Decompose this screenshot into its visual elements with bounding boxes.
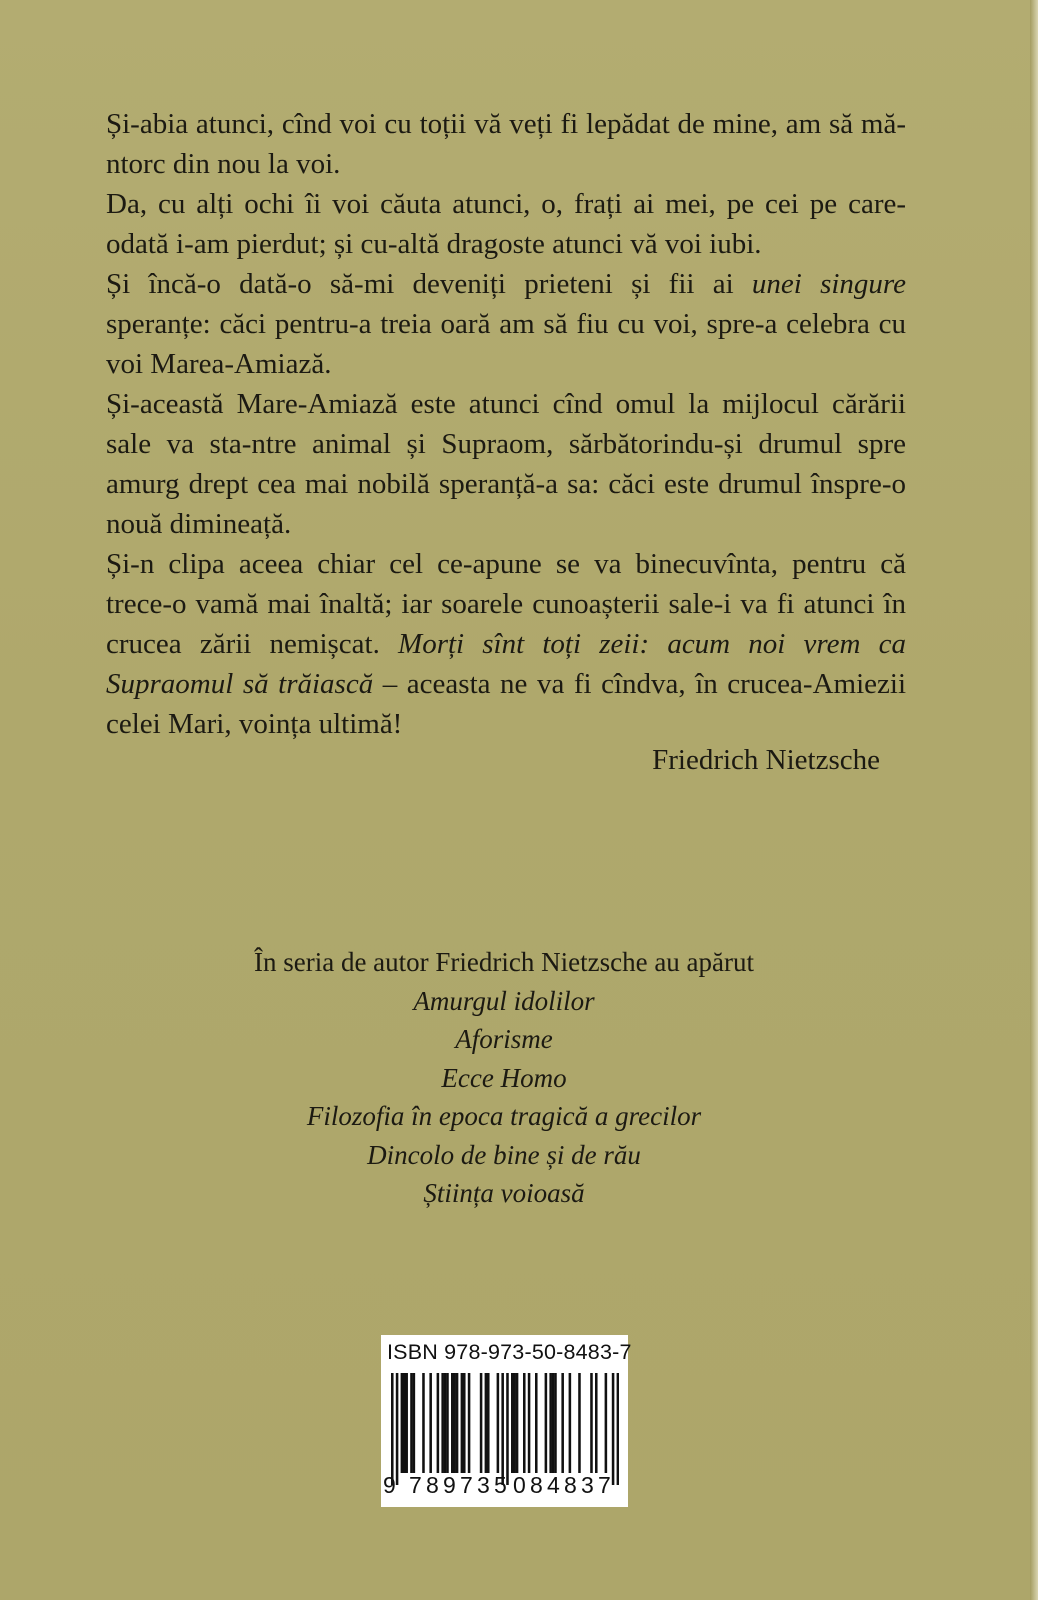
barcode-bar [535, 1373, 538, 1473]
barcode-bar [485, 1373, 488, 1473]
barcode-bar [590, 1373, 593, 1473]
quote-text: speranțe: căci pentru-a treia oară am să fiu cu voi, spre-a celebra cu voi Marea-Amiază. [106, 308, 906, 380]
barcode-bar [497, 1373, 500, 1473]
series-title: Filozofia în epoca tragică a grecilor [306, 1101, 702, 1131]
barcode-bar [437, 1373, 440, 1473]
barcode-bar [441, 1373, 444, 1473]
barcode-bar [422, 1373, 425, 1473]
barcode-bar [511, 1373, 514, 1473]
barcode-bar [487, 1373, 490, 1473]
barcode-bar [523, 1373, 526, 1473]
quote-paragraph-4: Și-această Mare-Amiază este atunci cînd omul la mijlocul cărării sale va sta-ntre animal și Supraom, sărbătorindu-și drumul spre amurg drept cea mai nobilă speranță-a sa: căci este drumul înspre-o nouă dimineață. [106, 388, 906, 540]
isbn-barcode [381, 1335, 632, 1507]
barcode-bar [501, 1373, 504, 1485]
barcode-bar [410, 1373, 413, 1473]
barcode-bar [595, 1373, 598, 1473]
barcode-bar [612, 1373, 615, 1485]
quote-emphasis: unei singure [751, 268, 907, 300]
barcode-bar [549, 1373, 552, 1473]
barcode-bar [405, 1373, 408, 1473]
barcode-bar [463, 1373, 466, 1473]
barcode-bar [506, 1373, 509, 1485]
nietzsche-quote [106, 104, 906, 744]
barcode-left-digits: 789735 [409, 1472, 511, 1498]
barcode-bar [401, 1373, 404, 1473]
quote-text: – aceasta ne va fi cîndva, în crucea-Amiezii celei Mari, voința ultimă! [106, 668, 906, 740]
quote-paragraph-2: Da, cu alți ochi îi voi căuta atunci, o, frați ai mei, pe cei pe care-odată i-am pierdut; și cu-altă dragoste atunci vă voi iubi. [106, 188, 906, 260]
barcode-bar [528, 1373, 531, 1473]
barcode-bar [545, 1373, 548, 1473]
quote-paragraph-1: Și-abia atunci, cînd voi cu toții vă veți fi lepădat de mine, am să mă-ntorc din nou la voi. [106, 108, 906, 180]
barcode-bar [578, 1373, 581, 1473]
barcode-bar [617, 1373, 619, 1485]
quote-author: Friedrich Nietzsche [652, 744, 880, 776]
barcode-bars [391, 1373, 619, 1485]
barcode-right-digits: 084837 [513, 1472, 615, 1498]
barcode-bar [444, 1373, 447, 1473]
barcode-bar [451, 1373, 454, 1473]
barcode-bar [391, 1373, 394, 1485]
barcode-bar [461, 1373, 464, 1473]
barcode-bar [453, 1373, 456, 1473]
barcode-bar [480, 1373, 483, 1473]
series-title: Știința voioasă [423, 1178, 585, 1208]
barcode-bar [396, 1373, 399, 1485]
barcode-bar [446, 1373, 449, 1473]
barcode-bar [605, 1373, 608, 1473]
barcode-bar [552, 1373, 555, 1473]
barcode-bar [413, 1373, 416, 1473]
barcode-bar [554, 1373, 557, 1473]
page-edge [1030, 0, 1038, 1600]
barcode-bar [429, 1373, 432, 1473]
barcode-bar [468, 1373, 471, 1473]
isbn-label: ISBN 978-973-50-8483-7 [387, 1340, 632, 1364]
series-heading: În seria de autor Friedrich Nietzsche au apărut [253, 947, 755, 977]
barcode-bar [561, 1373, 564, 1473]
series-title: Dincolo de bine și de rău [367, 1139, 641, 1170]
series-title: Amurgul idolilor [413, 985, 595, 1016]
barcode-bar [513, 1373, 516, 1473]
quote-emphasis: Morți sînt toți zeii: acum noi vrem ca Supraomul să trăiască [106, 628, 906, 700]
quote-text: Și-n clipa aceea chiar cel ce-apune se va binecuvînta, pentru că trece-o vamă mai înaltă; iar soarele cunoașterii sale-i va fi atunci în crucea zării nemișcat. [106, 548, 906, 660]
quote-text: Și încă-o dată-o să-mi deveniți prieteni și fii ai [106, 268, 752, 300]
barcode-lead-digit: 9 [383, 1472, 396, 1498]
barcode-bar [456, 1373, 459, 1473]
quote-paragraph-3 [106, 264, 906, 384]
series-title: Ecce Homo [441, 1062, 567, 1093]
quote-paragraph-5 [106, 544, 906, 744]
barcode-bar [569, 1373, 572, 1473]
series-list [0, 943, 1008, 1213]
barcode-bar [403, 1373, 406, 1473]
barcode-bar [516, 1373, 519, 1473]
series-title: Aforisme [455, 1024, 553, 1054]
